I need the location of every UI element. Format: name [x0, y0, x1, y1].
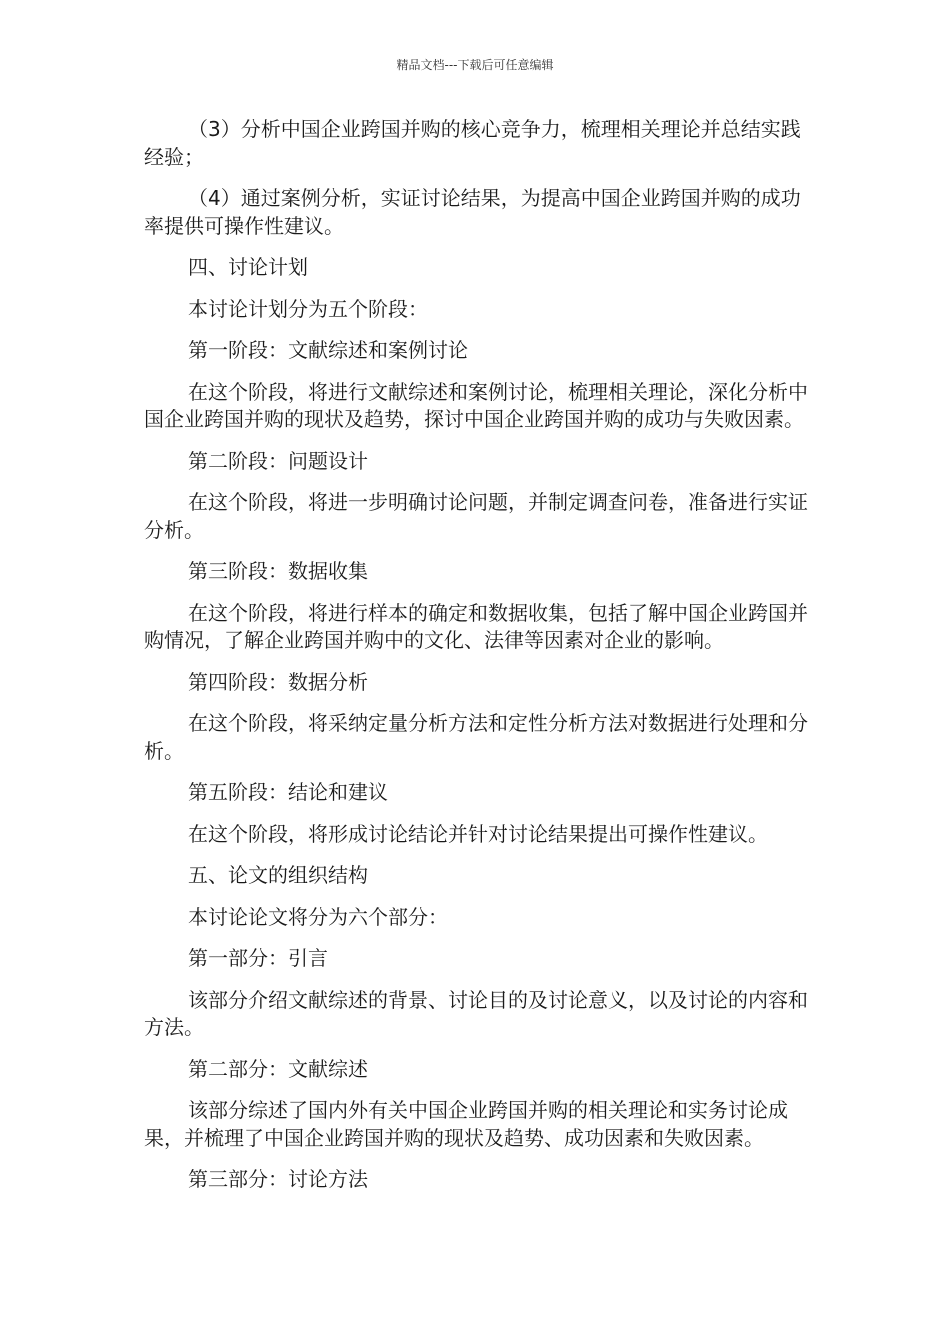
- part-heading-1: 第一部分：引言: [188, 946, 328, 970]
- part-heading-2: 第二部分：文献综述: [188, 1056, 368, 1081]
- stage-heading-3: 第三阶段：数据收集: [188, 559, 368, 583]
- stage-description-2: 在这个阶段，将进一步明确讨论问题，并制定调查问卷，准备进行实证分析。: [144, 490, 808, 542]
- paragraph-objective-4: （4）通过案例分析，实证讨论结果，为提高中国企业跨国并购的成功率提供可操作性建议。: [144, 186, 801, 238]
- part-description-2: 该部分综述了国内外有关中国企业跨国并购的相关理论和实务讨论成果，并梳理了中国企业跨国并购的现状及趋势、成功因素和失败因素。: [144, 1098, 788, 1150]
- stage-description-1: 在这个阶段，将进行文献综述和案例讨论，梳理相关理论，深化分析中国企业跨国并购的现状及趋势，探讨中国企业跨国并购的成功与失败因素。: [144, 379, 808, 431]
- paragraph-objective-3: （3）分析中国企业跨国并购的核心竞争力，梳理相关理论并总结实践经验；: [144, 117, 801, 169]
- stage-description-5: 在这个阶段，将形成讨论结论并针对讨论结果提出可操作性建议。: [188, 821, 768, 846]
- document-body: [144, 116, 808, 1208]
- stage-heading-1: 第一阶段：文献综述和案例讨论: [188, 338, 468, 362]
- stage-heading-2: 第二阶段：问题设计: [188, 448, 368, 473]
- stage-heading-4: 第四阶段：数据分析: [188, 669, 368, 694]
- part-description-1: 该部分介绍文献综述的背景、讨论目的及讨论意义，以及讨论的内容和方法。: [144, 987, 808, 1039]
- paragraph-plan-intro: 本讨论计划分为五个阶段：: [188, 296, 428, 321]
- paragraph-structure-intro: 本讨论论文将分为六个部分：: [188, 904, 448, 929]
- stage-description-3: 在这个阶段，将进行样本的确定和数据收集，包括了解中国企业跨国并购情况，了解企业跨国并购中的文化、法律等因素对企业的影响。: [144, 600, 808, 652]
- stage-description-4: 在这个阶段，将采纳定量分析方法和定性分析方法对数据进行处理和分析。: [144, 711, 808, 763]
- page-header: 精品文档---下载后可任意编辑: [396, 58, 554, 72]
- section-heading-structure: 五、论文的组织结构: [188, 863, 368, 887]
- stage-heading-5: 第五阶段：结论和建议: [188, 780, 388, 804]
- part-heading-3: 第三部分：讨论方法: [188, 1167, 368, 1191]
- section-heading-research-plan: 四、讨论计划: [188, 255, 308, 279]
